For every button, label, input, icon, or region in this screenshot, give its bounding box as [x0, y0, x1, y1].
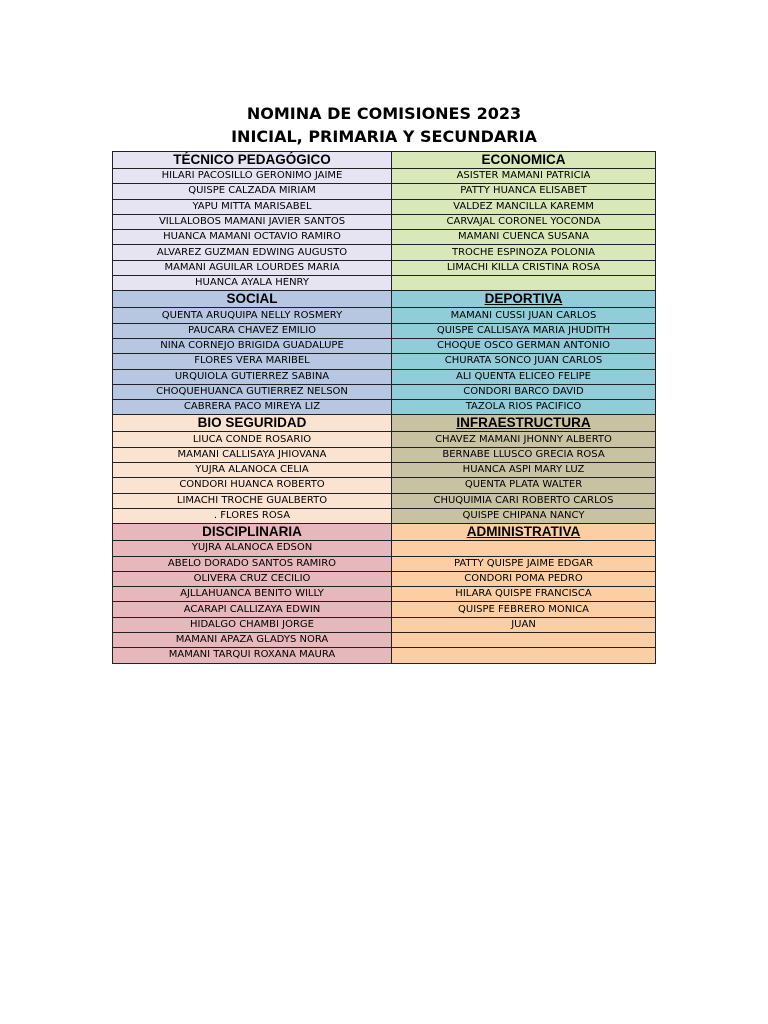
member-row [113, 432, 656, 447]
member-row [113, 556, 656, 571]
member-row [113, 400, 656, 415]
member-name-right [392, 633, 656, 648]
member-row [113, 571, 656, 586]
member-name-right: MAMANI CUSSI JUAN CARLOS [392, 308, 656, 323]
member-name-right: CONDORI BARCO DAVID [392, 384, 656, 399]
member-row [113, 602, 656, 617]
member-name-left: MAMANI CALLISAYA JHIOVANA [113, 447, 392, 462]
member-name-right: TROCHE ESPINOZA POLONIA [392, 245, 656, 260]
member-name-right [392, 541, 656, 556]
member-name-right: CHOQUE OSCO GERMAN ANTONIO [392, 338, 656, 353]
member-name-left: CABRERA PACO MIREYA LIZ [113, 400, 392, 415]
member-name-left: MAMANI APAZA GLADYS NORA [113, 633, 392, 648]
member-name-left: YUJRA ALANOCA EDSON [113, 541, 392, 556]
commission-header-left: BIO SEGURIDAD [113, 415, 392, 432]
member-name-left: OLIVERA CRUZ CECILIO [113, 571, 392, 586]
member-name-left: ABELO DORADO SANTOS RAMIRO [113, 556, 392, 571]
member-name-right: CHAVEZ MAMANI JHONNY ALBERTO [392, 432, 656, 447]
member-name-left: QUENTA ARUQUIPA NELLY ROSMERY [113, 308, 392, 323]
member-row [113, 478, 656, 493]
member-row [113, 648, 656, 663]
member-name-left: LIUCA CONDE ROSARIO [113, 432, 392, 447]
member-row [113, 541, 656, 556]
member-row [113, 245, 656, 260]
member-name-right: PATTY HUANCA ELISABET [392, 184, 656, 199]
member-name-left: YAPU MITTA MARISABEL [113, 199, 392, 214]
member-name-left: HUANCA MAMANI OCTAVIO RAMIRO [113, 230, 392, 245]
member-name-right: PATTY QUISPE JAIME EDGAR [392, 556, 656, 571]
member-row [113, 338, 656, 353]
member-row [113, 384, 656, 399]
member-row [113, 308, 656, 323]
member-name-left: URQUIOLA GUTIERREZ SABINA [113, 369, 392, 384]
member-name-left: HIDALGO CHAMBI JORGE [113, 617, 392, 632]
commissions-table [112, 151, 656, 664]
member-name-right: ASISTER MAMANI PATRICIA [392, 169, 656, 184]
member-name-left: YUJRA ALANOCA CELIA [113, 463, 392, 478]
member-row [113, 230, 656, 245]
commission-header-right: ADMINISTRATIVA [392, 524, 656, 541]
member-name-left: PAUCARA CHAVEZ EMILIO [113, 323, 392, 338]
member-row [113, 493, 656, 508]
member-name-right: CHUQUIMIA CARI ROBERTO CARLOS [392, 493, 656, 508]
member-row [113, 463, 656, 478]
member-row [113, 214, 656, 229]
member-name-right: ALI QUENTA ELICEO FELIPE [392, 369, 656, 384]
member-name-right: MAMANI CUENCA SUSANA [392, 230, 656, 245]
member-name-left: NINA CORNEJO BRIGIDA GUADALUPE [113, 338, 392, 353]
member-name-right [392, 276, 656, 291]
member-name-right: BERNABE LLUSCO GRECIA ROSA [392, 447, 656, 462]
member-name-right: LIMACHI KILLA CRISTINA ROSA [392, 260, 656, 275]
member-name-right: CARVAJAL CORONEL YOCONDA [392, 214, 656, 229]
section-header-row [113, 415, 656, 432]
member-name-left: CHOQUEHUANCA GUTIERREZ NELSON [113, 384, 392, 399]
member-name-left: LIMACHI TROCHE GUALBERTO [113, 493, 392, 508]
member-row [113, 447, 656, 462]
member-row [113, 508, 656, 523]
member-name-left: FLORES VERA MARIBEL [113, 354, 392, 369]
member-row [113, 169, 656, 184]
commission-header-right: DEPORTIVA [392, 291, 656, 308]
commission-header-left: TÉCNICO PEDAGÓGICO [113, 152, 392, 169]
member-name-left: QUISPE CALZADA MIRIAM [113, 184, 392, 199]
member-row [113, 633, 656, 648]
member-row [113, 184, 656, 199]
section-header-row [113, 152, 656, 169]
member-name-left: HUANCA AYALA HENRY [113, 276, 392, 291]
commission-header-right: ECONOMICA [392, 152, 656, 169]
member-name-left: AJLLAHUANCA BENITO WILLY [113, 587, 392, 602]
member-name-right: TAZOLA RIOS PACIFICO [392, 400, 656, 415]
member-name-right: HILARA QUISPE FRANCISCA [392, 587, 656, 602]
member-name-left: ALVAREZ GUZMAN EDWING AUGUSTO [113, 245, 392, 260]
member-name-left: MAMANI TARQUI ROXANA MAURA [113, 648, 392, 663]
member-name-left: ACARAPI CALLIZAYA EDWIN [113, 602, 392, 617]
member-name-right: QUISPE CHIPANA NANCY [392, 508, 656, 523]
member-name-right: JUAN [392, 617, 656, 632]
member-row [113, 617, 656, 632]
member-row [113, 260, 656, 275]
member-name-right [392, 648, 656, 663]
member-row [113, 354, 656, 369]
member-row [113, 587, 656, 602]
member-name-left: VILLALOBOS MAMANI JAVIER SANTOS [113, 214, 392, 229]
member-row [113, 276, 656, 291]
member-name-right: CONDORI POMA PEDRO [392, 571, 656, 586]
member-name-left: MAMANI AGUILAR LOURDES MARIA [113, 260, 392, 275]
document-title: NOMINA DE COMISIONES 2023 [246, 104, 522, 123]
member-row [113, 323, 656, 338]
commission-header-left: SOCIAL [113, 291, 392, 308]
member-name-right: QUISPE CALLISAYA MARIA JHUDITH [392, 323, 656, 338]
member-name-right: VALDEZ MANCILLA KAREMM [392, 199, 656, 214]
member-name-left: . FLORES ROSA [113, 508, 392, 523]
member-name-right: HUANCA ASPI MARY LUZ [392, 463, 656, 478]
member-row [113, 369, 656, 384]
section-header-row [113, 524, 656, 541]
member-name-left: CONDORI HUANCA ROBERTO [113, 478, 392, 493]
commission-header-right: INFRAESTRUCTURA [392, 415, 656, 432]
member-row [113, 199, 656, 214]
member-name-right: QUENTA PLATA WALTER [392, 478, 656, 493]
document-subtitle: INICIAL, PRIMARIA Y SECUNDARIA [231, 127, 537, 146]
section-header-row [113, 291, 656, 308]
member-name-left: HILARI PACOSILLO GERONIMO JAIME [113, 169, 392, 184]
member-name-right: QUISPE FEBRERO MONICA [392, 602, 656, 617]
commission-header-left: DISCIPLINARIA [113, 524, 392, 541]
member-name-right: CHURATA SONCO JUAN CARLOS [392, 354, 656, 369]
